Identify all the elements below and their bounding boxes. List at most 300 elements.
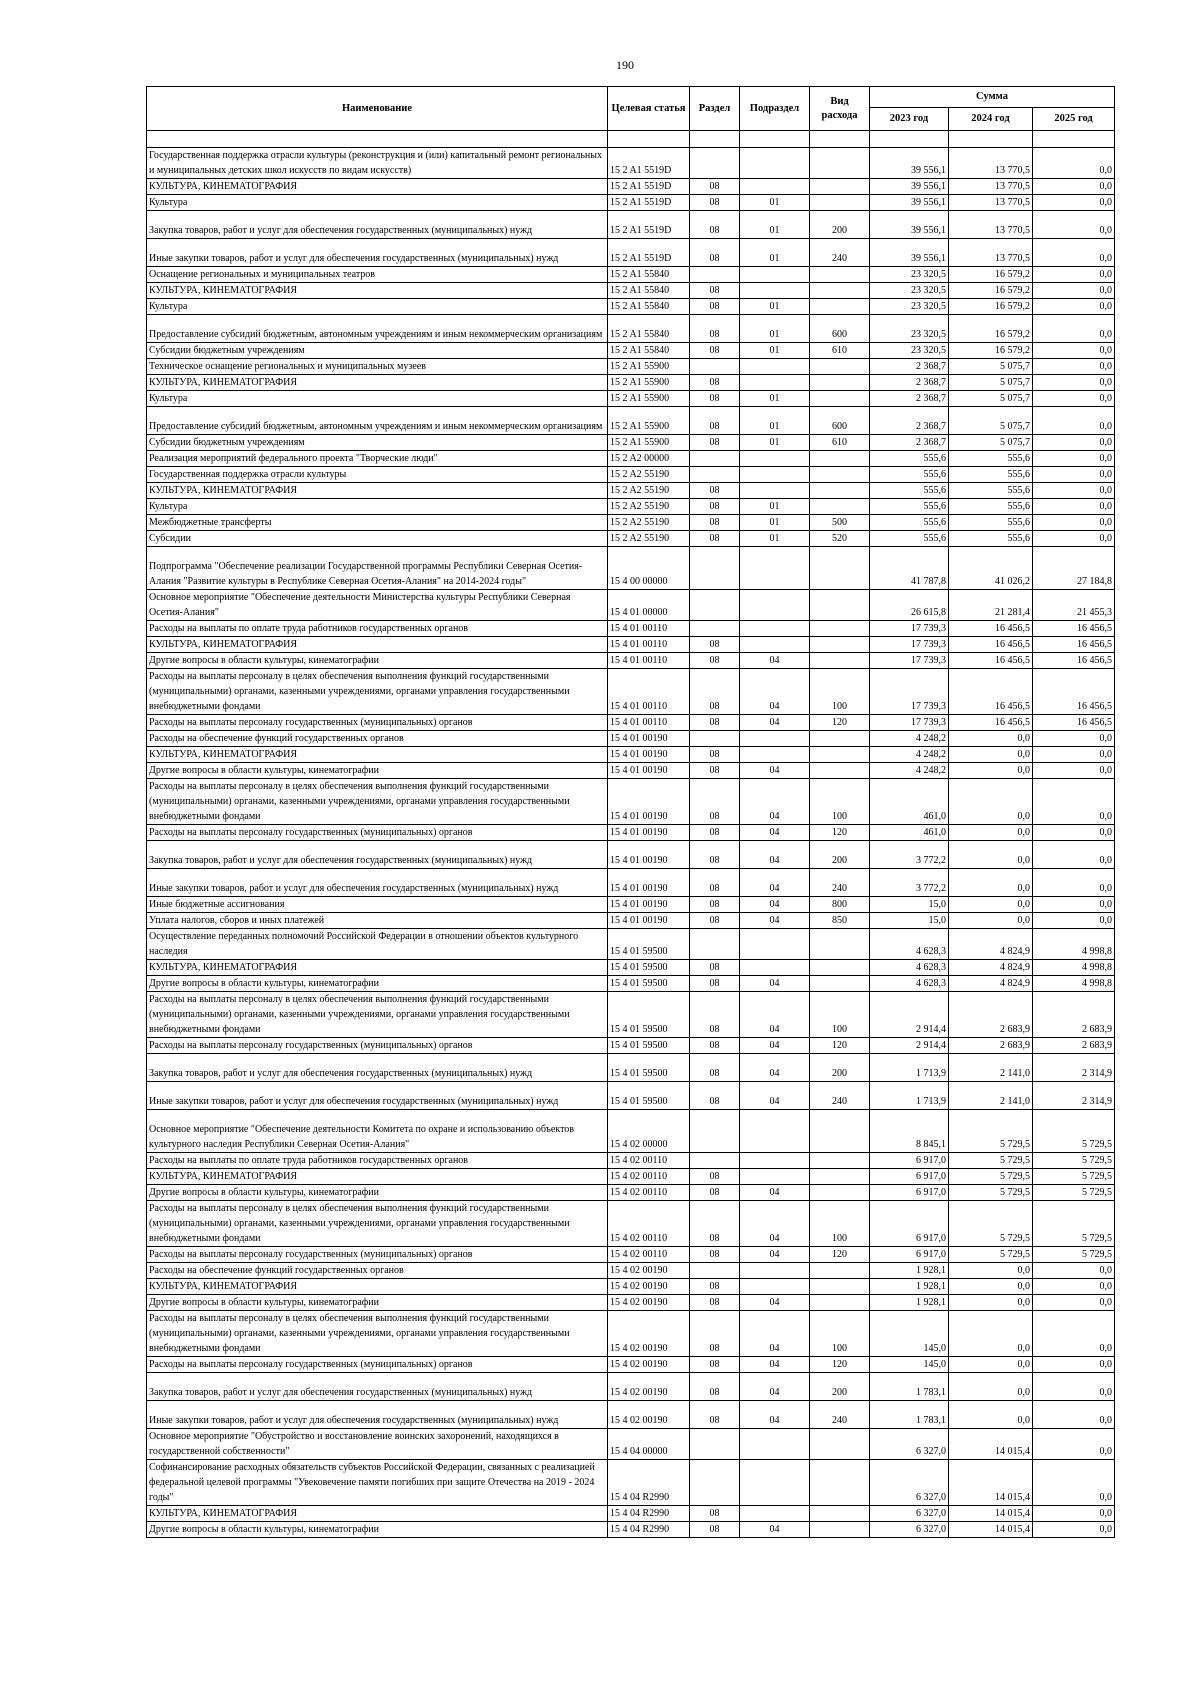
cell-name: Расходы на выплаты персоналу государственных (муниципальных) органов [147, 1247, 608, 1263]
cell-2023: 145,0 [870, 1357, 949, 1373]
cell-target: 15 4 01 59500 [608, 1082, 690, 1110]
cell-subsection: 04 [740, 715, 810, 731]
cell-2023: 6 327,0 [870, 1429, 949, 1460]
cell-section [690, 1460, 740, 1506]
cell-expense-type [810, 929, 870, 960]
header-section: Раздел [690, 87, 740, 131]
cell-2024: 13 770,5 [949, 179, 1033, 195]
cell-2025: 0,0 [1033, 375, 1115, 391]
cell-name: Основное мероприятие "Обеспечение деятельности Министерства культуры Республики Северная Осетия-Алания" [147, 590, 608, 621]
cell-2025: 0,0 [1033, 731, 1115, 747]
cell-name: Расходы на выплаты персоналу в целях обеспечения выполнения функций государственными (муниципальными) органами, казенными учреждениями, органами управления государственными внебюджетными фондами [147, 1201, 608, 1247]
cell-name: Расходы на выплаты персоналу государственных (муниципальных) органов [147, 1357, 608, 1373]
cell-subsection: 01 [740, 531, 810, 547]
cell-2025: 16 456,5 [1033, 653, 1115, 669]
cell-target: 15 2 A1 5519D [608, 239, 690, 267]
cell-target: 15 4 01 00110 [608, 637, 690, 653]
table-row [147, 992, 1115, 1038]
cell-2024: 555,6 [949, 451, 1033, 467]
table-row [147, 515, 1115, 531]
cell-name: Культура [147, 499, 608, 515]
cell-subsection: 04 [740, 897, 810, 913]
cell-2023: 1 783,1 [870, 1401, 949, 1429]
cell-section: 08 [690, 435, 740, 451]
cell-subsection [740, 148, 810, 179]
cell-expense-type [810, 731, 870, 747]
cell-2024: 13 770,5 [949, 239, 1033, 267]
cell-expense-type: 100 [810, 1201, 870, 1247]
cell-name: Расходы на выплаты персоналу государственных (муниципальных) органов [147, 1038, 608, 1054]
cell-subsection [740, 1460, 810, 1506]
cell-2025: 2 314,9 [1033, 1054, 1115, 1082]
cell-expense-type [810, 1110, 870, 1153]
cell-section: 08 [690, 1185, 740, 1201]
cell-2025: 16 456,5 [1033, 621, 1115, 637]
cell-2025: 16 456,5 [1033, 669, 1115, 715]
cell-target: 15 4 02 00110 [608, 1169, 690, 1185]
cell-2025: 0,0 [1033, 391, 1115, 407]
table-row [147, 239, 1115, 267]
cell-target: 15 4 04 R2990 [608, 1460, 690, 1506]
cell-2023: 6 917,0 [870, 1153, 949, 1169]
cell-name: Другие вопросы в области культуры, кинематографии [147, 653, 608, 669]
cell-section: 08 [690, 283, 740, 299]
cell-subsection: 04 [740, 1054, 810, 1082]
cell-subsection [740, 1169, 810, 1185]
cell-target: 15 2 A2 55190 [608, 531, 690, 547]
cell-name: Другие вопросы в области культуры, кинематографии [147, 976, 608, 992]
cell-2024: 5 729,5 [949, 1153, 1033, 1169]
cell-expense-type [810, 359, 870, 375]
cell-2023: 4 248,2 [870, 747, 949, 763]
cell-2024: 555,6 [949, 483, 1033, 499]
cell-2023: 6 327,0 [870, 1506, 949, 1522]
cell-subsection: 04 [740, 1295, 810, 1311]
cell-2025: 0,0 [1033, 407, 1115, 435]
cell-subsection [740, 1506, 810, 1522]
cell-section: 08 [690, 747, 740, 763]
cell-name: КУЛЬТУРА, КИНЕМАТОГРАФИЯ [147, 375, 608, 391]
cell-section: 08 [690, 976, 740, 992]
cell-2025: 0,0 [1033, 531, 1115, 547]
cell-target: 15 4 02 00190 [608, 1279, 690, 1295]
cell-target: 15 2 A1 55900 [608, 391, 690, 407]
cell-2025: 0,0 [1033, 211, 1115, 239]
cell-section: 08 [690, 653, 740, 669]
cell-2025: 0,0 [1033, 869, 1115, 897]
table-row [147, 1263, 1115, 1279]
cell-2023: 6 327,0 [870, 1522, 949, 1538]
cell-target: 15 4 02 00110 [608, 1247, 690, 1263]
cell-name: Государственная поддержка отрасли культуры [147, 467, 608, 483]
cell-subsection: 01 [740, 391, 810, 407]
cell-target: 15 4 01 59500 [608, 992, 690, 1038]
cell-expense-type [810, 1460, 870, 1506]
cell-section [690, 451, 740, 467]
cell-section: 08 [690, 239, 740, 267]
cell-2024: 41 026,2 [949, 547, 1033, 590]
cell-2024: 0,0 [949, 869, 1033, 897]
cell-2025: 0,0 [1033, 1357, 1115, 1373]
cell-2023: 4 628,3 [870, 929, 949, 960]
table-row [147, 283, 1115, 299]
cell-subsection: 04 [740, 1373, 810, 1401]
table-row [147, 1110, 1115, 1153]
cell-section: 08 [690, 179, 740, 195]
table-row [147, 669, 1115, 715]
cell-expense-type [810, 1169, 870, 1185]
cell-name: КУЛЬТУРА, КИНЕМАТОГРАФИЯ [147, 1169, 608, 1185]
cell-section [690, 267, 740, 283]
cell-subsection: 04 [740, 669, 810, 715]
table-row [147, 731, 1115, 747]
cell-target: 15 2 A2 00000 [608, 451, 690, 467]
cell-2024: 5 729,5 [949, 1185, 1033, 1201]
cell-expense-type: 240 [810, 869, 870, 897]
cell-name: Уплата налогов, сборов и иных платежей [147, 913, 608, 929]
cell-2023: 4 248,2 [870, 731, 949, 747]
cell-subsection: 04 [740, 825, 810, 841]
cell-section: 08 [690, 315, 740, 343]
cell-expense-type [810, 747, 870, 763]
cell-2025: 0,0 [1033, 283, 1115, 299]
cell-expense-type [810, 1185, 870, 1201]
cell-target: 15 4 02 00190 [608, 1373, 690, 1401]
cell-2023: 6 327,0 [870, 1460, 949, 1506]
cell-expense-type: 610 [810, 435, 870, 451]
table-row [147, 869, 1115, 897]
cell-name: Иные закупки товаров, работ и услуг для обеспечения государственных (муниципальных) нужд [147, 869, 608, 897]
cell-2024: 21 281,4 [949, 590, 1033, 621]
cell-name: Предоставление субсидий бюджетным, автономным учреждениям и иным некоммерческим организациям [147, 315, 608, 343]
cell-target: 15 4 01 59500 [608, 929, 690, 960]
cell-target: 15 2 A1 5519D [608, 211, 690, 239]
cell-target: 15 4 02 00190 [608, 1401, 690, 1429]
cell-2025: 5 729,5 [1033, 1153, 1115, 1169]
cell-target: 15 4 01 00000 [608, 590, 690, 621]
cell-target: 15 4 01 00190 [608, 825, 690, 841]
cell-2025: 27 184,8 [1033, 547, 1115, 590]
cell-2024: 2 141,0 [949, 1082, 1033, 1110]
cell-2024: 16 579,2 [949, 283, 1033, 299]
table-row [147, 590, 1115, 621]
table-row [147, 179, 1115, 195]
cell-section [690, 929, 740, 960]
cell-name: КУЛЬТУРА, КИНЕМАТОГРАФИЯ [147, 1279, 608, 1295]
table-row [147, 375, 1115, 391]
cell-2024: 5 729,5 [949, 1247, 1033, 1263]
cell-2023: 3 772,2 [870, 869, 949, 897]
cell-2025: 0,0 [1033, 499, 1115, 515]
cell-target: 15 4 01 00190 [608, 747, 690, 763]
table-row [147, 467, 1115, 483]
table-row [147, 1279, 1115, 1295]
cell-2025: 0,0 [1033, 515, 1115, 531]
cell-2024: 16 579,2 [949, 315, 1033, 343]
cell-2025: 0,0 [1033, 763, 1115, 779]
cell-2024: 14 015,4 [949, 1429, 1033, 1460]
cell-2023: 1 928,1 [870, 1279, 949, 1295]
cell-section: 08 [690, 1311, 740, 1357]
cell-2025: 0,0 [1033, 841, 1115, 869]
cell-expense-type [810, 547, 870, 590]
cell-name: КУЛЬТУРА, КИНЕМАТОГРАФИЯ [147, 179, 608, 195]
cell-2025: 0,0 [1033, 359, 1115, 375]
cell-subsection: 04 [740, 841, 810, 869]
cell-2023: 1 713,9 [870, 1054, 949, 1082]
table-row [147, 343, 1115, 359]
cell-2025: 0,0 [1033, 1460, 1115, 1506]
cell-subsection: 04 [740, 653, 810, 669]
cell-section: 08 [690, 343, 740, 359]
cell-target: 15 4 01 00190 [608, 913, 690, 929]
cell-expense-type: 120 [810, 825, 870, 841]
cell-expense-type [810, 621, 870, 637]
cell-name: Другие вопросы в области культуры, кинематографии [147, 1295, 608, 1311]
table-row [147, 195, 1115, 211]
cell-2025: 5 729,5 [1033, 1247, 1115, 1263]
cell-expense-type: 600 [810, 315, 870, 343]
cell-section: 08 [690, 913, 740, 929]
cell-section: 08 [690, 1279, 740, 1295]
cell-2025: 0,0 [1033, 1311, 1115, 1357]
cell-subsection: 01 [740, 315, 810, 343]
cell-target: 15 4 01 00190 [608, 779, 690, 825]
cell-expense-type [810, 976, 870, 992]
cell-section [690, 1429, 740, 1460]
cell-2025: 4 998,8 [1033, 960, 1115, 976]
cell-section: 08 [690, 779, 740, 825]
cell-2023: 23 320,5 [870, 299, 949, 315]
cell-target: 15 2 A1 55840 [608, 283, 690, 299]
cell-section: 08 [690, 992, 740, 1038]
cell-name: Субсидии бюджетным учреждениям [147, 343, 608, 359]
cell-2025: 2 683,9 [1033, 1038, 1115, 1054]
cell-subsection [740, 747, 810, 763]
cell-2025: 0,0 [1033, 913, 1115, 929]
cell-2024: 0,0 [949, 897, 1033, 913]
table-row [147, 547, 1115, 590]
cell-subsection [740, 1279, 810, 1295]
cell-section: 08 [690, 483, 740, 499]
cell-2024: 14 015,4 [949, 1460, 1033, 1506]
cell-2024: 0,0 [949, 731, 1033, 747]
cell-section: 08 [690, 1054, 740, 1082]
cell-expense-type: 120 [810, 715, 870, 731]
cell-2024: 0,0 [949, 747, 1033, 763]
cell-2024: 4 824,9 [949, 960, 1033, 976]
cell-2023: 555,6 [870, 451, 949, 467]
cell-section [690, 359, 740, 375]
cell-2023: 2 368,7 [870, 375, 949, 391]
cell-2024: 555,6 [949, 499, 1033, 515]
cell-name: Культура [147, 195, 608, 211]
cell-subsection [740, 590, 810, 621]
cell-expense-type [810, 499, 870, 515]
cell-2025: 0,0 [1033, 747, 1115, 763]
cell-2025: 2 683,9 [1033, 992, 1115, 1038]
cell-expense-type: 120 [810, 1038, 870, 1054]
cell-target: 15 4 02 00110 [608, 1153, 690, 1169]
cell-2024: 5 729,5 [949, 1201, 1033, 1247]
cell-2025: 4 998,8 [1033, 976, 1115, 992]
cell-target: 15 2 A1 5519D [608, 179, 690, 195]
cell-2024: 0,0 [949, 763, 1033, 779]
cell-2025: 0,0 [1033, 779, 1115, 825]
cell-2025: 0,0 [1033, 1295, 1115, 1311]
cell-expense-type: 200 [810, 1373, 870, 1401]
cell-target: 15 4 02 00190 [608, 1263, 690, 1279]
cell-2023: 17 739,3 [870, 653, 949, 669]
cell-2023: 2 914,4 [870, 992, 949, 1038]
cell-2024: 2 683,9 [949, 1038, 1033, 1054]
cell-name: Государственная поддержка отрасли культуры (реконструкция и (или) капитальный ремонт региональных и муниципальных детских школ искусств по видам искусств) [147, 148, 608, 179]
cell-target: 15 2 A1 55900 [608, 375, 690, 391]
cell-subsection [740, 451, 810, 467]
header-expense-type: Вид расхода [810, 87, 870, 131]
cell-target: 15 2 A1 55900 [608, 435, 690, 451]
cell-name: Расходы на выплаты персоналу государственных (муниципальных) органов [147, 825, 608, 841]
cell-section: 08 [690, 1038, 740, 1054]
cell-section: 08 [690, 1357, 740, 1373]
cell-subsection: 04 [740, 1201, 810, 1247]
cell-2024: 14 015,4 [949, 1506, 1033, 1522]
cell-subsection: 04 [740, 976, 810, 992]
cell-target: 15 4 01 00110 [608, 715, 690, 731]
cell-2023: 555,6 [870, 531, 949, 547]
cell-2024: 0,0 [949, 1311, 1033, 1357]
cell-name: Закупка товаров, работ и услуг для обеспечения государственных (муниципальных) нужд [147, 1373, 608, 1401]
cell-name: Расходы на выплаты по оплате труда работников государственных органов [147, 1153, 608, 1169]
cell-name: Расходы на выплаты персоналу в целях обеспечения выполнения функций государственными (муниципальными) органами, казенными учреждениями, органами управления государственными внебюджетными фондами [147, 1311, 608, 1357]
cell-section: 08 [690, 531, 740, 547]
table-row [147, 1401, 1115, 1429]
cell-2023: 6 917,0 [870, 1169, 949, 1185]
cell-expense-type [810, 195, 870, 211]
cell-section: 08 [690, 391, 740, 407]
cell-2024: 16 456,5 [949, 621, 1033, 637]
table-row [147, 1201, 1115, 1247]
cell-2025: 0,0 [1033, 239, 1115, 267]
cell-target: 15 4 02 00000 [608, 1110, 690, 1153]
cell-expense-type: 200 [810, 841, 870, 869]
table-row [147, 1038, 1115, 1054]
cell-section: 08 [690, 1201, 740, 1247]
table-row [147, 960, 1115, 976]
table-row [147, 715, 1115, 731]
cell-expense-type [810, 637, 870, 653]
cell-expense-type [810, 1506, 870, 1522]
cell-2025: 0,0 [1033, 435, 1115, 451]
cell-2025: 0,0 [1033, 825, 1115, 841]
page-number: 190 [616, 58, 634, 72]
cell-section [690, 547, 740, 590]
header-target: Целевая статья [608, 87, 690, 131]
cell-2023: 15,0 [870, 913, 949, 929]
table-row [147, 435, 1115, 451]
cell-section: 08 [690, 211, 740, 239]
table-row [147, 1082, 1115, 1110]
table-row [147, 391, 1115, 407]
cell-subsection: 01 [740, 435, 810, 451]
cell-name: Субсидии [147, 531, 608, 547]
cell-2025: 21 455,3 [1033, 590, 1115, 621]
cell-name: Другие вопросы в области культуры, кинематографии [147, 1522, 608, 1538]
cell-target: 15 2 A2 55190 [608, 499, 690, 515]
cell-subsection [740, 731, 810, 747]
cell-2023: 2 368,7 [870, 407, 949, 435]
cell-section: 08 [690, 669, 740, 715]
cell-2023: 145,0 [870, 1311, 949, 1357]
cell-subsection [740, 483, 810, 499]
cell-section: 08 [690, 499, 740, 515]
cell-name: Предоставление субсидий бюджетным, автономным учреждениям и иным некоммерческим организациям [147, 407, 608, 435]
cell-2023: 461,0 [870, 825, 949, 841]
cell-2025: 0,0 [1033, 451, 1115, 467]
cell-target: 15 4 01 59500 [608, 976, 690, 992]
budget-table [146, 86, 1115, 1538]
cell-2024: 14 015,4 [949, 1522, 1033, 1538]
cell-expense-type: 100 [810, 779, 870, 825]
cell-expense-type: 500 [810, 515, 870, 531]
cell-expense-type: 800 [810, 897, 870, 913]
cell-2025: 0,0 [1033, 467, 1115, 483]
cell-section [690, 1110, 740, 1153]
cell-expense-type: 100 [810, 669, 870, 715]
cell-section [690, 1153, 740, 1169]
table-row [147, 653, 1115, 669]
cell-expense-type [810, 1522, 870, 1538]
cell-name: Иные бюджетные ассигнования [147, 897, 608, 913]
table-row [147, 825, 1115, 841]
cell-subsection [740, 1153, 810, 1169]
cell-2023: 17 739,3 [870, 637, 949, 653]
cell-section [690, 1263, 740, 1279]
cell-section: 08 [690, 897, 740, 913]
cell-name: Закупка товаров, работ и услуг для обеспечения государственных (муниципальных) нужд [147, 211, 608, 239]
cell-2023: 2 368,7 [870, 391, 949, 407]
cell-2023: 4 628,3 [870, 960, 949, 976]
cell-target: 15 4 04 00000 [608, 1429, 690, 1460]
cell-expense-type [810, 391, 870, 407]
cell-target: 15 4 01 00190 [608, 869, 690, 897]
table-row [147, 747, 1115, 763]
cell-2023: 39 556,1 [870, 239, 949, 267]
cell-subsection: 01 [740, 211, 810, 239]
cell-name: Расходы на выплаты персоналу в целях обеспечения выполнения функций государственными (муниципальными) органами, казенными учреждениями, органами управления государственными внебюджетными фондами [147, 992, 608, 1038]
cell-name: Расходы на выплаты по оплате труда работников государственных органов [147, 621, 608, 637]
cell-section: 08 [690, 1247, 740, 1263]
cell-section: 08 [690, 869, 740, 897]
cell-expense-type [810, 467, 870, 483]
cell-2025: 0,0 [1033, 1401, 1115, 1429]
cell-2023: 17 739,3 [870, 669, 949, 715]
cell-section: 08 [690, 825, 740, 841]
cell-name: Закупка товаров, работ и услуг для обеспечения государственных (муниципальных) нужд [147, 1054, 608, 1082]
cell-target: 15 4 02 00190 [608, 1295, 690, 1311]
table-row [147, 483, 1115, 499]
cell-section: 08 [690, 375, 740, 391]
cell-2024: 5 075,7 [949, 407, 1033, 435]
cell-2025: 0,0 [1033, 1522, 1115, 1538]
cell-target: 15 4 01 00190 [608, 841, 690, 869]
cell-expense-type: 240 [810, 239, 870, 267]
table-row [147, 1429, 1115, 1460]
table-row [147, 1153, 1115, 1169]
table-row [147, 499, 1115, 515]
cell-2023: 23 320,5 [870, 343, 949, 359]
cell-section: 08 [690, 960, 740, 976]
